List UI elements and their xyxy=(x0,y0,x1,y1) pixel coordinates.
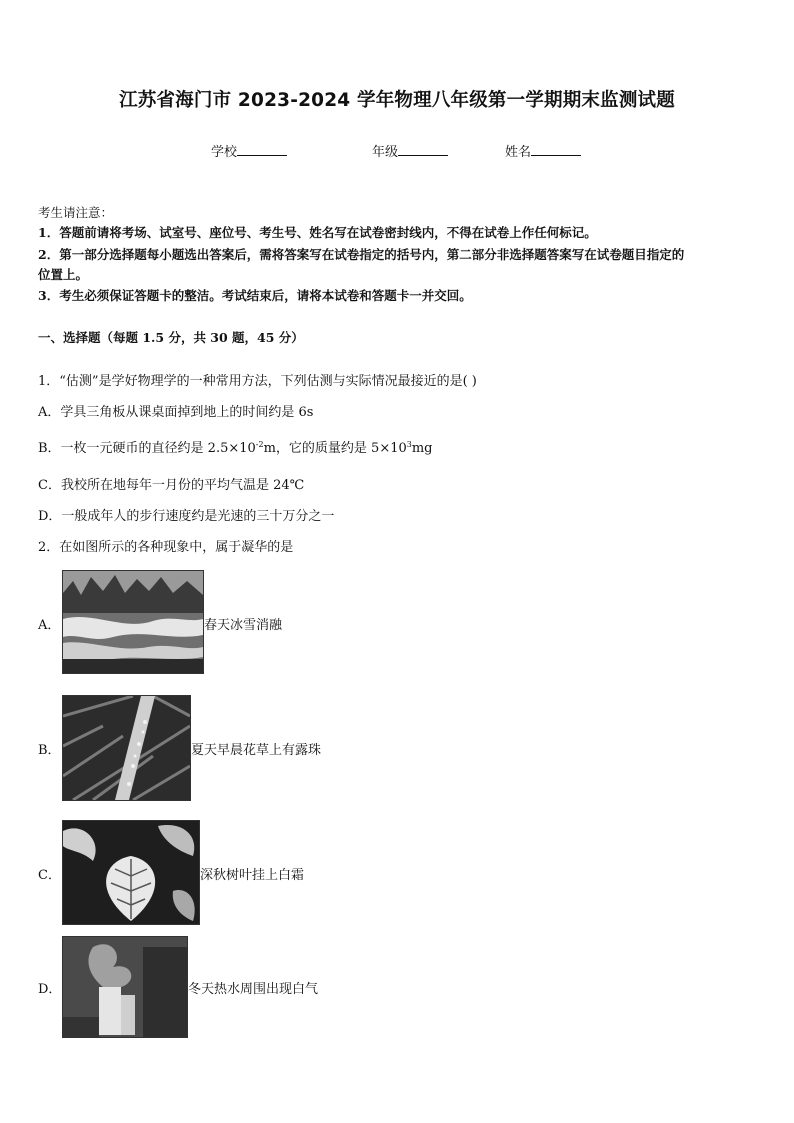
q2-option-b-letter: B． xyxy=(38,743,61,758)
q1-option-b-pre: B．一枚一元硬币的直径约是 2.5×10 xyxy=(38,441,256,456)
exam-title: 江苏省海门市 2023-2024 学年物理八年级第一学期期末监测试题 xyxy=(119,90,675,111)
q1-option-d: D．一般成年人的步行速度约是光速的三十万分之一 xyxy=(38,509,335,524)
name-field xyxy=(505,141,581,160)
q2-option-d-caption: 冬天热水周围出现白气 xyxy=(188,982,319,997)
notice-item-3: 3．考生必须保证答题卡的整洁。考试结束后，请将本试卷和答题卡一并交回。 xyxy=(38,288,472,303)
notice-heading: 考生请注意： xyxy=(38,205,114,220)
q2-option-a-letter: A． xyxy=(38,618,61,633)
notice-item-2-cont: 位置上。 xyxy=(38,267,89,282)
q2-option-b-caption: 夏天早晨花草上有露珠 xyxy=(191,743,322,758)
dew-on-leaves-photo xyxy=(62,695,191,801)
q2-option-c-caption: 深秋树叶挂上白霜 xyxy=(200,868,305,883)
school-label: 学校 xyxy=(211,145,238,160)
q1-option-b-post: mg xyxy=(411,441,433,456)
hot-water-steam-photo xyxy=(62,936,188,1038)
q1-option-b-mid: m，它的质量约是 5×10 xyxy=(263,441,407,456)
q1-option-a: A．学具三角板从课桌面掉到地上的时间约是 6s xyxy=(38,405,314,420)
grade-blank xyxy=(398,143,448,156)
q1-stem: 1．“估测”是学好物理学的一种常用方法，下列估测与实际情况最接近的是( ) xyxy=(38,374,477,389)
melting-snow-photo xyxy=(62,570,204,674)
school-blank xyxy=(237,143,287,156)
section-heading: 一、选择题（每题 1.5 分，共 30 题，45 分） xyxy=(38,330,304,345)
q2-stem: 2．在如图所示的各种现象中，属于凝华的是 xyxy=(38,540,294,555)
q2-option-a-caption: 春天冰雪消融 xyxy=(204,618,283,633)
q1-option-b xyxy=(38,437,433,456)
notice-item-2: 2．第一部分选择题每小题选出答案后，需将答案写在试卷指定的括号内，第二部分非选择题答案写在试卷题目指定的 xyxy=(38,247,685,262)
grade-field xyxy=(372,141,448,160)
q2-option-d-letter: D． xyxy=(38,982,62,997)
school-field xyxy=(211,141,287,160)
grade-label: 年级 xyxy=(372,145,399,160)
q2-option-c-letter: C． xyxy=(38,868,61,883)
frost-on-leaf-photo xyxy=(62,820,200,925)
name-blank xyxy=(531,143,581,156)
notice-item-1: 1．答题前请将考场、试室号、座位号、考生号、姓名写在试卷密封线内，不得在试卷上作任何标记。 xyxy=(38,225,597,240)
q1-option-c: C．我校所在地每年一月份的平均气温是 24℃ xyxy=(38,478,305,493)
q1-option-b-exp2: 3 xyxy=(406,440,412,449)
name-label: 姓名 xyxy=(505,145,532,160)
q1-option-b-exp1: -2 xyxy=(255,440,264,449)
